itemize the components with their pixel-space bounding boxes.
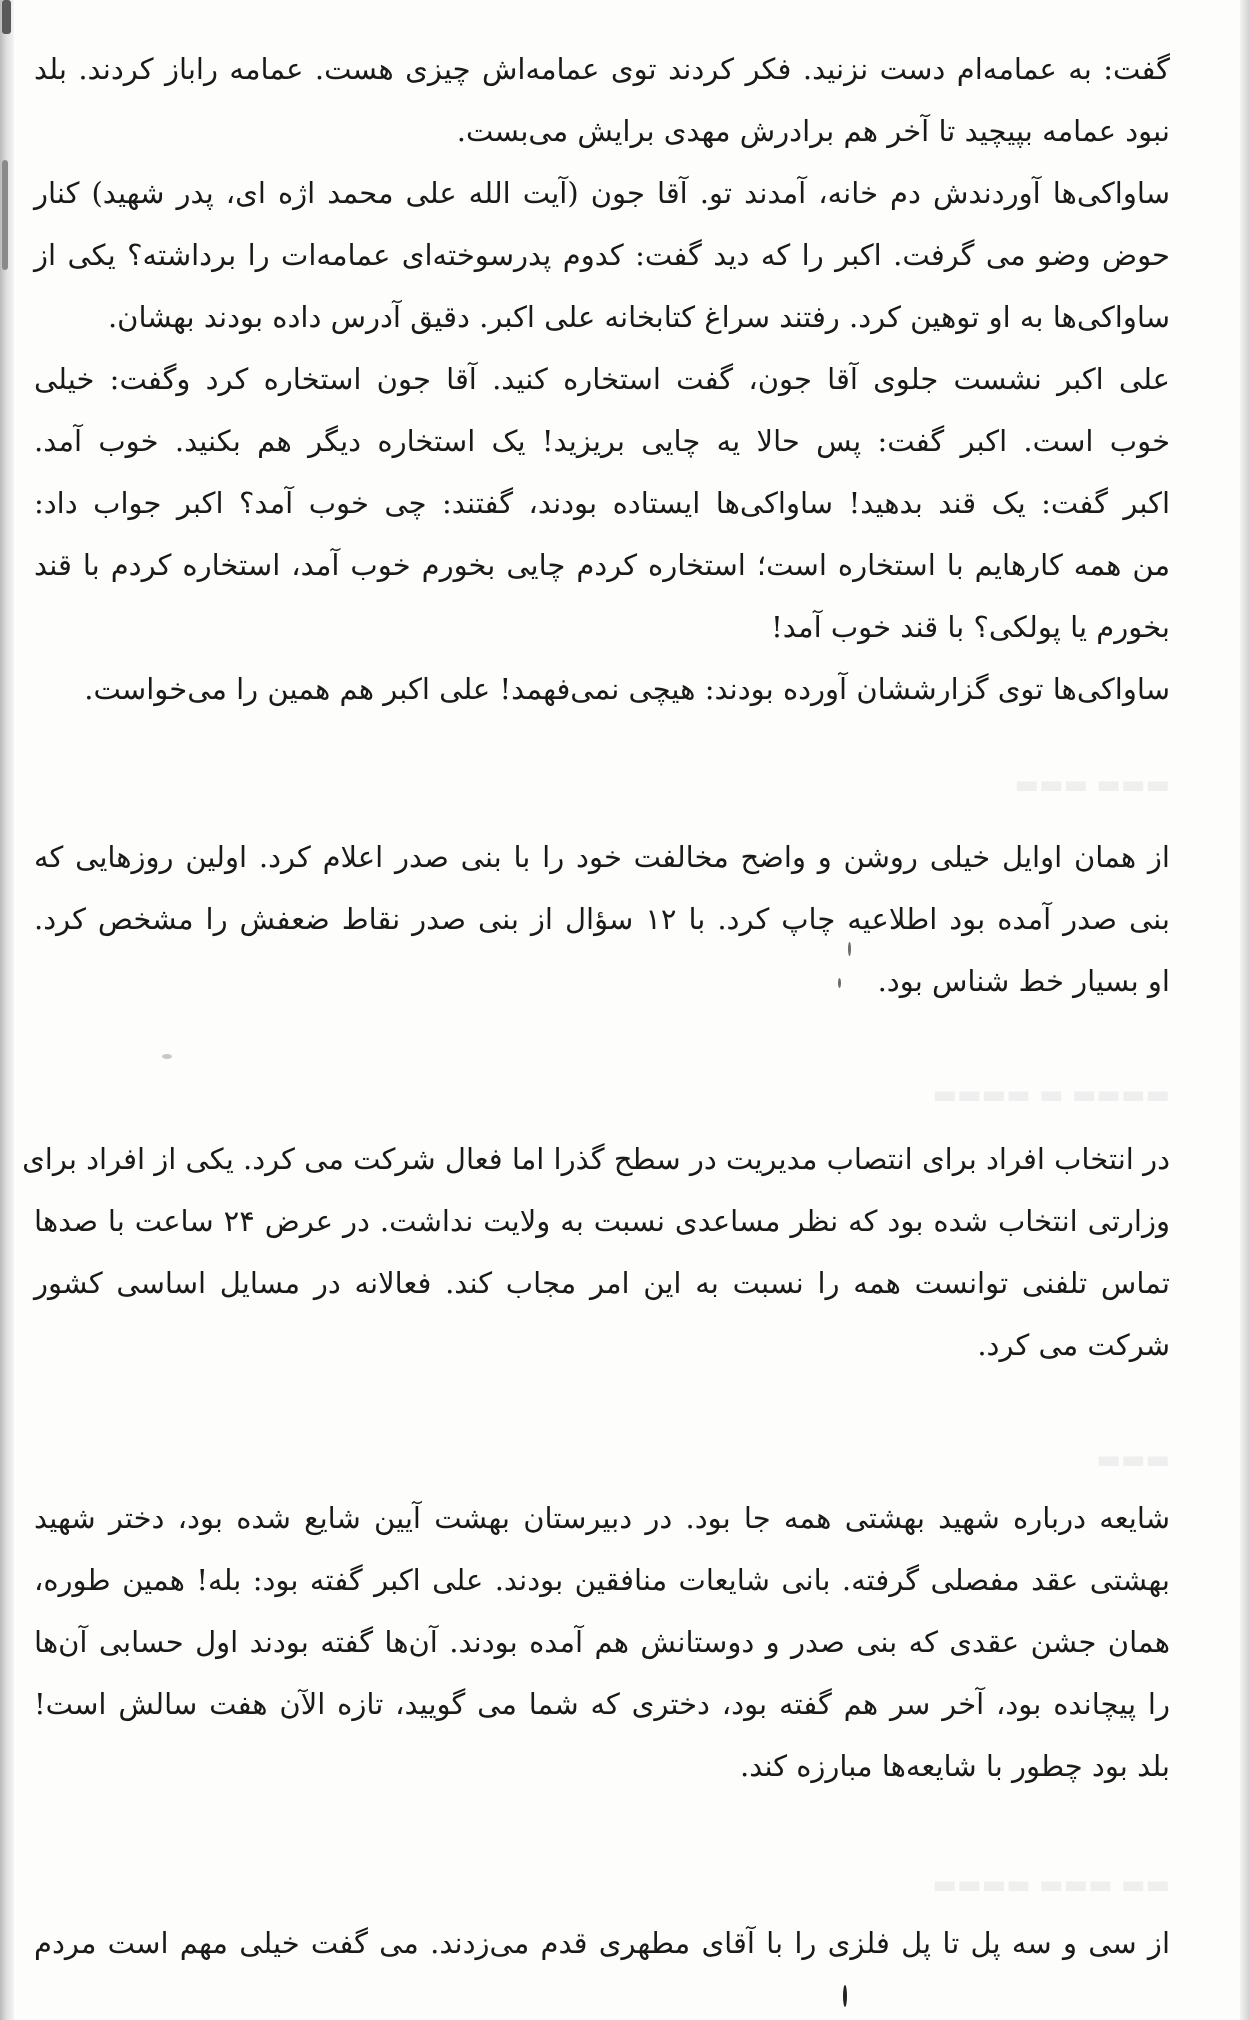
text-line: ساواکی‌ها آوردندش دم خانه، آمدند تو. آقا جون (آیت الله علی محمد اژه ای، پدر شهید) کنار bbox=[34, 176, 1170, 210]
text-line: ساواکی‌ها به او توهین کرد. رفتند سراغ کتابخانه علی اکبر. دقیق آدرس داده بودند بهشان. bbox=[107, 300, 1170, 334]
scan-mark-middle bbox=[2, 160, 8, 270]
text-line: علی اکبر نشست جلوی آقا جون، گفت استخاره کنید. آقا جون استخاره کرد وگفت: خیلی bbox=[34, 362, 1170, 396]
text-line: در انتخاب افراد برای انتصاب مدیریت در سطح گذرا اما فعال شرکت می کرد. یکی از افراد برای bbox=[22, 1142, 1170, 1176]
scan-speck bbox=[848, 942, 851, 956]
text-line: از سی و سه پل تا پل فلزی را با آقای مطهری قدم می‌زدند. می گفت خیلی مهم است مردم bbox=[34, 1926, 1170, 1960]
text-line: اکبر گفت: یک قند بدهید! ساواکی‌ها ایستاده بودند، گفتند: چی خوب آمد؟ اکبر جواب داد: bbox=[34, 486, 1170, 520]
text-line: بخورم یا پولکی؟ با قند خوب آمد! bbox=[771, 610, 1170, 644]
text-line: ساواکی‌ها توی گزارششان آورده بودند: هیچی نمی‌فهمد! علی اکبر هم همین را می‌خواست. bbox=[84, 672, 1170, 706]
scan-shadow-left bbox=[0, 0, 14, 2020]
scan-shadow-right bbox=[1240, 0, 1250, 2020]
scan-speck bbox=[162, 1054, 172, 1059]
text-line: بلد بود چطور با شایعه‌ها مبارزه کند. bbox=[740, 1749, 1170, 1783]
bleed-through-heading: ▬▬ ▬▬▬ ▬▬▬▬ bbox=[932, 1870, 1170, 1900]
text-line: من همه کارهایم با استخاره است؛ استخاره کردم چایی بخورم خوب آمد، استخاره کردم با قند bbox=[34, 548, 1170, 582]
bleed-through-heading: ▬▬▬▬ ▬ ▬▬▬▬ bbox=[932, 1080, 1170, 1110]
text-line: او بسیار خط شناس بود. bbox=[877, 964, 1170, 998]
text-line: نبود عمامه بپیچید تا آخر هم برادرش مهدی برایش می‌بست. bbox=[456, 114, 1170, 148]
scan-speck bbox=[838, 978, 841, 988]
text-line: خوب است. اکبر گفت: پس حالا یه چایی بریزید! یک استخاره دیگر هم بکنید. خوب آمد. bbox=[34, 424, 1170, 458]
text-line: را پیچانده بود، آخر سر هم گفته بود، دختری که شما می گویید، تازه الآن هفت سالش است! bbox=[34, 1687, 1170, 1721]
text-line: شایعه درباره شهید بهشتی همه جا بود. در دبیرستان بهشت آیین شایع شده بود، دختر شهید bbox=[34, 1501, 1170, 1535]
text-line: تماس تلفنی توانست همه را نسبت به این امر مجاب کند. فعالانه در مسایل اساسی کشور bbox=[34, 1266, 1170, 1300]
text-line: همان جشن عقدی که بنی صدر و دوستانش هم آمده بودند. آن‌ها گفته بودند اول حسابی آن‌ها bbox=[34, 1625, 1170, 1659]
text-line: بنی صدر آمده بود اطلاعیه چاپ کرد. با ۱۲ سؤال از بنی صدر نقاط ضعفش را مشخص کرد. bbox=[34, 902, 1170, 936]
scan-speck bbox=[843, 1985, 847, 2007]
scan-mark-top bbox=[2, 0, 11, 34]
text-line: شرکت می کرد. bbox=[977, 1328, 1170, 1362]
text-line: وزارتی انتخاب شده بود که نظر مساعدی نسبت به ولایت نداشت. در عرض ۲۴ ساعت با صدها bbox=[34, 1204, 1170, 1238]
text-line: گفت: به عمامه‌ام دست نزنید. فکر کردند توی عمامه‌اش چیزی هست. عمامه راباز کردند. بلد bbox=[34, 52, 1170, 86]
text-line: بهشتی عقد مفصلی گرفته. بانی شایعات منافقین بودند. علی اکبر گفته بود: بله! همین طوره، bbox=[34, 1563, 1170, 1597]
bleed-through-heading: ▬▬▬ ▬▬▬ bbox=[1014, 770, 1170, 800]
bleed-through-heading: ▬▬▬ bbox=[1096, 1445, 1170, 1475]
text-line: حوض وضو می گرفت. اکبر را که دید گفت: کدوم پدرسوخته‌ای عمامه‌ات را برداشته؟ یکی از bbox=[34, 238, 1170, 272]
text-line: از همان اوایل خیلی روشن و واضح مخالفت خود را با بنی صدر اعلام کرد. اولین روزهایی که bbox=[34, 840, 1170, 874]
